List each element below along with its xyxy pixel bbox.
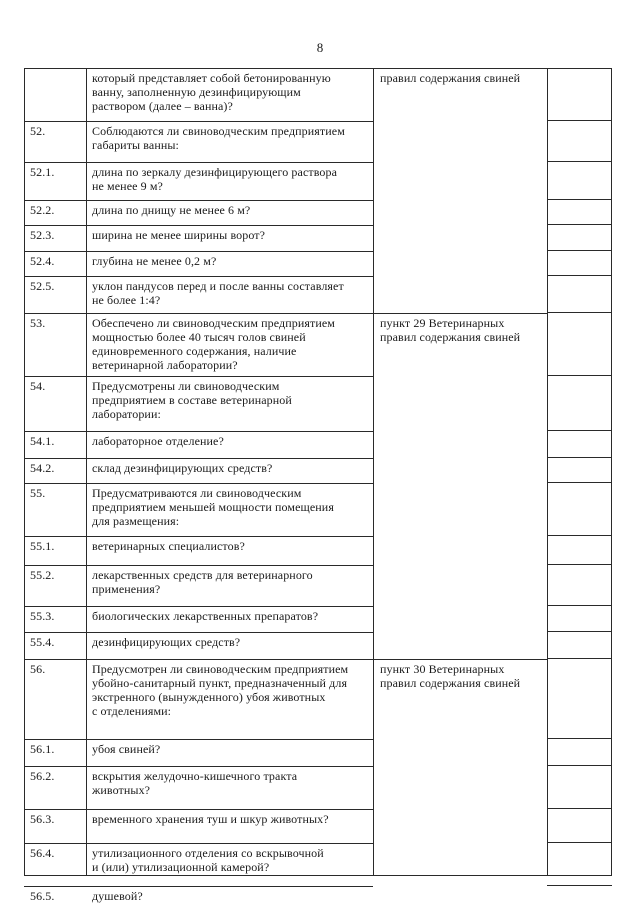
reference-text: правил содержания свиней [380,71,521,85]
row-separator [24,225,373,226]
row-separator [24,483,373,484]
row-separator [24,313,373,314]
row-question: длина по зеркалу дезинфицирующего раствора не менее 9 м? [92,165,338,193]
answer-row-separator [547,738,612,739]
row-number: 55.2. [30,568,55,582]
table-border-bottom [24,875,612,876]
row-number: 56. [30,662,46,676]
answer-row-separator [547,564,612,565]
row-question: дезинфицирующих средств? [92,635,241,649]
answer-row-separator [547,430,612,431]
row-question: ширина не менее ширины ворот? [92,228,266,242]
row-separator [24,200,373,201]
row-number: 54.1. [30,434,55,448]
row-separator [24,843,373,844]
row-separator [24,276,373,277]
row-question: лекарственных средств для ветеринарного применения? [92,568,313,596]
row-question: временного хранения туш и шкур животных? [92,812,329,826]
checklist-table [24,68,612,903]
row-separator [24,121,373,122]
answer-row-separator [547,250,612,251]
row-separator [24,251,373,252]
answer-row-separator [547,120,612,121]
row-question: который представляет собой бетонированную ванну, заполненную дезинфицирующим раствором (далее – ванна)? [92,71,331,113]
row-question: лабораторное отделение? [92,434,224,448]
row-number: 52.2. [30,203,55,217]
answer-row-separator [547,161,612,162]
page-number: 8 [316,40,324,55]
row-number: 56.5. [30,889,55,903]
row-number: 55.3. [30,609,55,623]
row-separator [24,632,373,633]
row-number: 54. [30,379,46,393]
row-separator [24,565,373,566]
row-number: 56.2. [30,769,55,783]
row-number: 55.4. [30,635,55,649]
row-question: склад дезинфицирующих средств? [92,461,273,475]
row-question: глубина не менее 0,2 м? [92,254,217,268]
row-separator [24,659,373,660]
row-question: убоя свиней? [92,742,161,756]
answer-row-separator [547,312,612,313]
row-separator [24,739,373,740]
row-question: уклон пандусов перед и после ванны составляет не более 1:4? [92,279,344,307]
column-divider-reference [547,68,548,876]
row-question: душевой? [92,889,143,903]
row-number: 56.4. [30,846,55,860]
answer-row-separator [547,224,612,225]
answer-row-separator [547,631,612,632]
row-separator [24,431,373,432]
row-question: биологических лекарственных препаратов? [92,609,319,623]
row-number: 52. [30,124,46,138]
row-question: ветеринарных специалистов? [92,539,245,553]
answer-row-separator [547,482,612,483]
row-separator [24,162,373,163]
answer-row-separator [547,199,612,200]
answer-row-separator [547,535,612,536]
answer-row-separator [547,658,612,659]
column-divider-question [373,68,374,876]
reference-separator [373,659,547,660]
row-separator [24,536,373,537]
row-question: утилизационного отделения со вскрывочной и (или) утилизационной камерой? [92,846,324,874]
row-number: 52.3. [30,228,55,242]
table-border-right [611,68,612,876]
table-border-top [24,68,612,69]
row-question: вскрытия желудочно-кишечного тракта животных? [92,769,298,797]
table-border-left [24,68,25,876]
row-question: Предусмотрен ли свиноводческим предприятием убойно-санитарный пункт, предназначенный для экстренного (вынужденного) убоя животных с отделениями: [92,662,349,718]
row-separator [24,766,373,767]
row-question: Предусмотрены ли свиноводческим предприятием в составе ветеринарной лаборатории: [92,379,292,421]
row-separator [24,809,373,810]
row-question: Предусматриваются ли свиноводческим предприятием меньшей мощности помещения для размещения: [92,486,334,528]
answer-row-separator [547,765,612,766]
row-number: 54.2. [30,461,55,475]
row-number: 55. [30,486,46,500]
row-question: Обеспечено ли свиноводческим предприятием мощностью более 40 тысяч голов свиней единовременного содержания, наличие ветеринарной лаборатории? [92,316,335,372]
row-separator [24,886,373,887]
answer-row-separator [547,275,612,276]
column-divider-number [86,68,87,876]
row-number: 52.1. [30,165,55,179]
row-number: 56.3. [30,812,55,826]
row-number: 55.1. [30,539,55,553]
answer-row-separator [547,842,612,843]
row-question: длина по днищу не менее 6 м? [92,203,251,217]
row-question: Соблюдаются ли свиноводческим предприятием габариты ванны: [92,124,345,152]
reference-separator [373,313,547,314]
row-separator [24,606,373,607]
row-number: 52.4. [30,254,55,268]
row-number: 56.1. [30,742,55,756]
row-number: 52.5. [30,279,55,293]
row-separator [24,376,373,377]
row-separator [24,458,373,459]
answer-row-separator [547,605,612,606]
row-number: 53. [30,316,46,330]
reference-text: пункт 29 Ветеринарных правил содержания свиней [380,316,521,344]
answer-row-separator [547,457,612,458]
reference-text: пункт 30 Ветеринарных правил содержания свиней [380,662,521,690]
answer-row-separator [547,375,612,376]
answer-row-separator [547,808,612,809]
answer-row-separator [547,885,612,886]
